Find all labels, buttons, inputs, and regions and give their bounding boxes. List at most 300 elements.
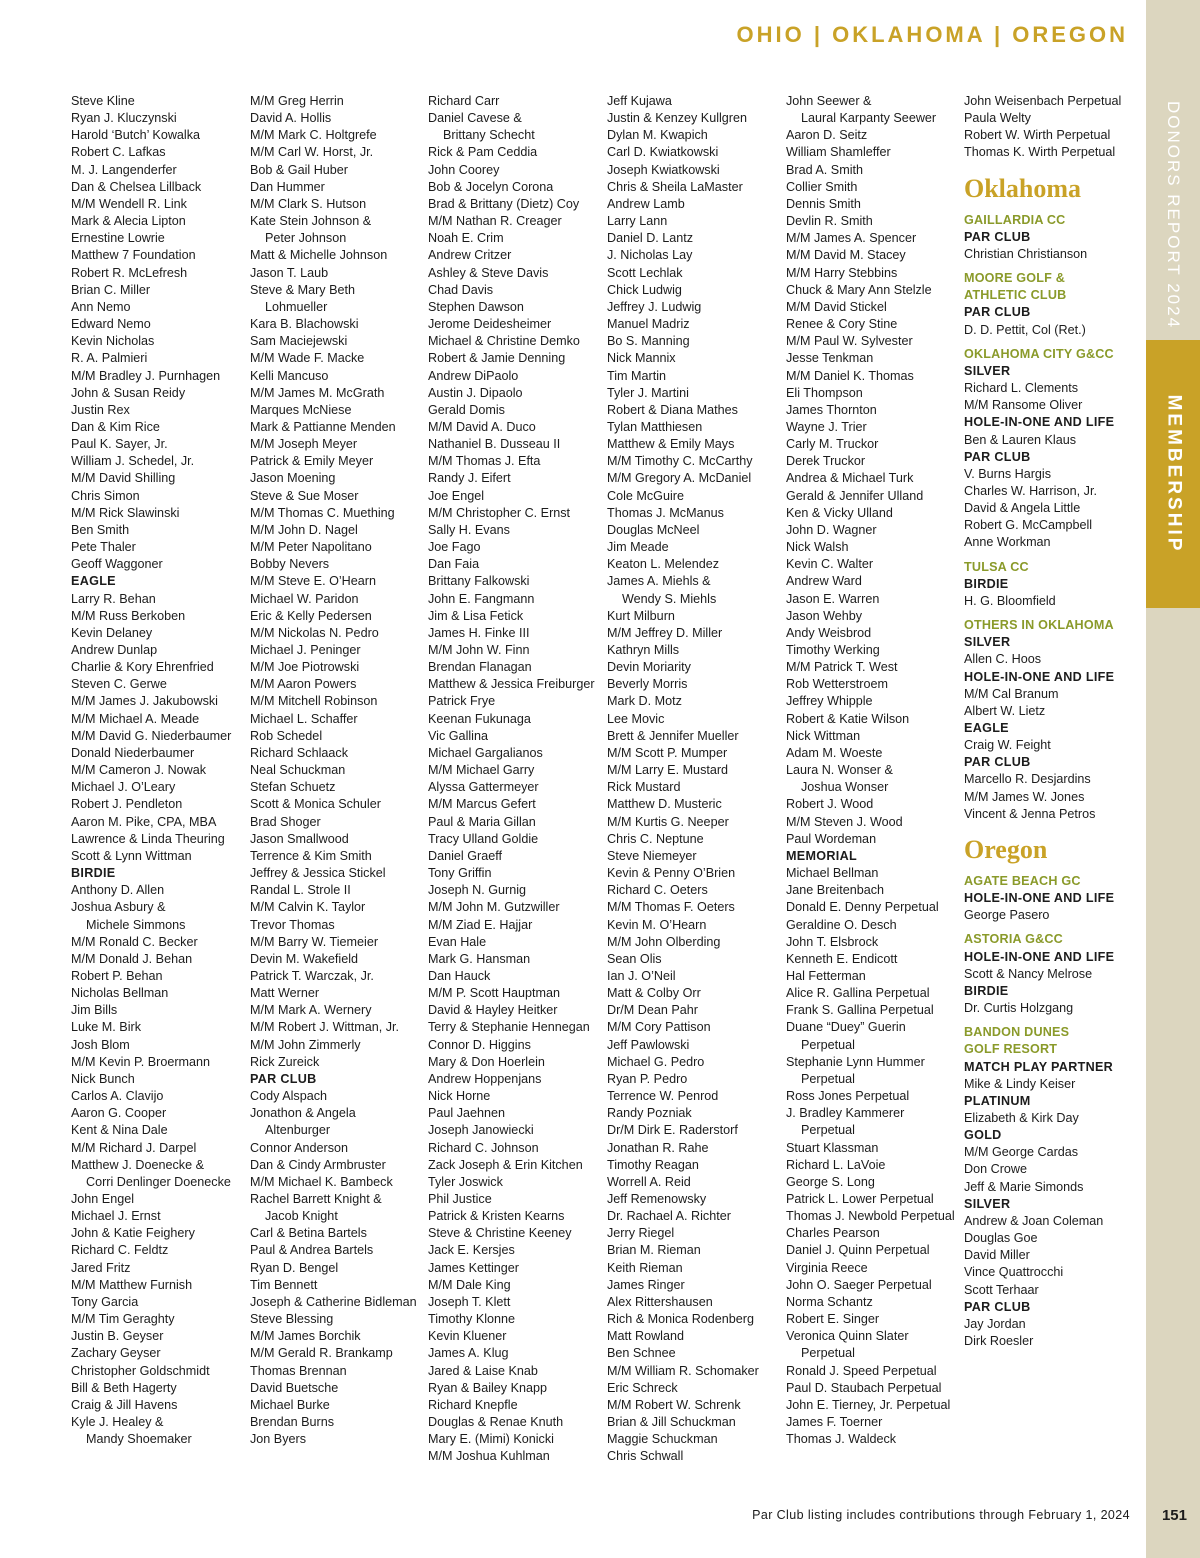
donor-name: Dan Faia	[428, 557, 480, 572]
donor-name: Carly M. Truckor	[786, 437, 879, 452]
donor-name: Dan Hummer	[250, 179, 325, 194]
donor-name: Michael J. Peninger	[250, 643, 361, 657]
donor-name: Christopher Goldschmidt	[71, 1363, 210, 1378]
donor-name: Michael L. Schaffer	[250, 711, 358, 726]
donor-name: Chris & Sheila LaMaster	[607, 179, 743, 194]
donor-name: Aaron G. Cooper	[71, 1106, 167, 1121]
donor-name: M/M Ransome Oliver	[964, 398, 1083, 413]
donor-name: Larry R. Behan	[71, 591, 156, 606]
donor-name: Carl D. Kwiatkowski	[607, 145, 719, 160]
donor-name: Tracy Ulland Goldie	[428, 831, 539, 846]
donor-name: Charles Pearson	[786, 1226, 880, 1241]
donor-name: M/M Timothy C. McCarthy	[607, 454, 753, 469]
donor-name: Norma Schantz	[786, 1294, 873, 1309]
donor-name: M/M Gregory A. McDaniel	[607, 471, 752, 486]
donor-name: Mark G. Hansman	[428, 951, 531, 966]
donor-name: Ryan J. Kluczynski	[71, 111, 177, 126]
donor-name: David & Angela Little	[964, 501, 1081, 516]
donor-name: Trevor Thomas	[250, 917, 335, 932]
donor-name: Patrick Frye	[428, 694, 496, 709]
donor-name: Ken & Vicky Ulland	[786, 505, 893, 520]
donor-name: John T. Elsbrock	[786, 934, 879, 949]
donor-name: Andrew Dunlap	[71, 643, 158, 657]
donor-name: Kent & Nina Dale	[71, 1123, 168, 1138]
donor-name: Douglas Goe	[964, 1231, 1038, 1246]
donor-name: Worrell A. Reid	[607, 1174, 691, 1189]
donor-name: Charles W. Harrison, Jr.	[964, 483, 1097, 498]
donor-name: Charlie & Kory Ehrenfried	[71, 660, 214, 675]
donor-name: M/M Joseph Meyer	[250, 437, 358, 452]
donor-name-continued: Corri Denlinger Doenecke	[86, 1174, 231, 1189]
donor-name: Jim Bills	[71, 1003, 118, 1018]
donor-name: Patrick & Emily Meyer	[250, 454, 374, 469]
donor-name: M/M Matthew Furnish	[71, 1277, 193, 1292]
donor-name: Andrew Hoppenjans	[428, 1071, 542, 1086]
donor-name: M/M Cory Pattison	[607, 1020, 711, 1035]
donor-name: M/M David G. Niederbaumer	[71, 728, 232, 743]
donor-name: Eric & Kelly Pedersen	[250, 608, 372, 623]
donor-name: Michael J. O’Leary	[71, 780, 176, 795]
donor-name: Donald Niederbaumer	[71, 745, 195, 760]
donor-name: Joseph T. Klett	[428, 1294, 511, 1309]
donor-name: Richard Knepfle	[428, 1397, 518, 1412]
donor-column-3	[428, 93, 603, 1466]
donor-name: Daniel J. Quinn Perpetual	[786, 1243, 930, 1258]
donor-name: Joseph N. Gurnig	[428, 883, 527, 898]
donor-name: Tim Bennett	[250, 1277, 318, 1292]
donor-name: Joseph Kwiatkowski	[607, 162, 720, 177]
donor-name: Keith Rieman	[607, 1260, 683, 1275]
donor-name: Robert & Jamie Denning	[428, 351, 566, 366]
donor-name: Jim Meade	[607, 540, 669, 555]
donor-name: Ben & Lauren Klaus	[964, 432, 1077, 447]
donor-name: Nicholas Bellman	[71, 986, 169, 1001]
donor-name: Nick Horne	[428, 1089, 491, 1104]
donor-name: M/M Michael K. Bambeck	[250, 1174, 393, 1189]
donor-name: M/M Scott P. Mumper	[607, 745, 728, 760]
donor-name-continued: Perpetual	[801, 1123, 855, 1138]
donor-name: Bob & Gail Huber	[250, 162, 349, 177]
donor-name-continued: Brittany Schecht	[443, 128, 535, 143]
donor-name-continued: Michele Simmons	[86, 917, 186, 932]
donor-name: M/M Tim Geraghty	[71, 1312, 175, 1327]
donor-name: M/M Patrick T. West	[786, 660, 898, 675]
giving-level-heading: EAGLE	[964, 721, 1009, 735]
donor-name: Kelli Mancuso	[250, 368, 329, 383]
donor-name: Jason Moening	[250, 471, 336, 486]
donor-name: John Coorey	[428, 162, 500, 177]
donor-name-continued: Laural Karpanty Seewer	[801, 111, 937, 126]
donor-name: R. A. Palmieri	[71, 351, 148, 366]
giving-level-heading: PAR CLUB	[964, 305, 1031, 320]
donor-name: M/M Richard J. Darpel	[71, 1140, 197, 1155]
donor-name-continued: Lohmueller	[265, 299, 328, 314]
donor-name: James Kettinger	[428, 1260, 519, 1275]
donor-name: Richard Carr	[428, 94, 500, 108]
donor-name: M/M James M. McGrath	[250, 385, 385, 400]
club-heading: AGATE BEACH GC	[964, 873, 1081, 888]
donor-name: Mark & Pattianne Menden	[250, 419, 396, 434]
donor-name: Jack E. Kersjes	[428, 1243, 515, 1258]
donor-name: Terry & Stephanie Hennegan	[428, 1020, 590, 1035]
donor-name: Brad A. Smith	[786, 162, 863, 177]
donor-name: Douglas & Renae Knuth	[428, 1415, 564, 1430]
donor-name: M/M P. Scott Hauptman	[428, 986, 561, 1001]
donor-name: Craig W. Feight	[964, 738, 1051, 753]
donor-name: John Weisenbach Perpetual	[964, 94, 1122, 108]
donor-name: Michael Gargalianos	[428, 745, 543, 760]
giving-level-heading: BIRDIE	[71, 866, 116, 881]
giving-level-heading: GOLD	[964, 1128, 1002, 1143]
donor-name: Timothy Werking	[786, 643, 880, 657]
giving-level-heading: SILVER	[964, 363, 1011, 378]
donor-name: M/M Calvin K. Taylor	[250, 900, 366, 915]
donor-name: John Seewer &	[786, 94, 872, 108]
donor-name: Andrea & Michael Turk	[786, 471, 914, 486]
donor-name: Edward Nemo	[71, 317, 151, 332]
donor-name: Jeffrey Whipple	[786, 694, 873, 709]
donor-name: Marcello R. Desjardins	[964, 772, 1091, 787]
donor-name: Ryan D. Bengel	[250, 1260, 339, 1275]
donor-name: Kate Stein Johnson &	[250, 214, 372, 229]
donor-name: Kevin M. O’Hearn	[607, 917, 707, 932]
donor-name: Andrew DiPaolo	[428, 368, 519, 383]
donor-name: Richard L. Clements	[964, 381, 1079, 396]
donor-name: Douglas McNeel	[607, 522, 700, 537]
donor-name: Dr. Rachael A. Richter	[607, 1209, 731, 1224]
donor-name: Connor D. Higgins	[428, 1037, 531, 1052]
donor-name: Paul K. Sayer, Jr.	[71, 437, 168, 452]
donor-name: Steven C. Gerwe	[71, 677, 167, 692]
donor-name: Kathryn Mills	[607, 643, 680, 657]
donor-name: Jason E. Warren	[786, 591, 880, 606]
donor-name: John D. Wagner	[786, 522, 877, 537]
donor-name: Josh Blom	[71, 1037, 130, 1052]
donor-name: Randy Pozniak	[607, 1106, 692, 1121]
donor-name: M/M Kevin P. Broermann	[71, 1054, 211, 1069]
donor-name: M/M Mitchell Robinson	[250, 694, 378, 709]
donor-name: Jane Breitenbach	[786, 883, 885, 898]
donor-name: Eric Schreck	[607, 1380, 678, 1395]
donor-name: Randy J. Eifert	[428, 471, 511, 486]
donor-name: M/M Nickolas N. Pedro	[250, 625, 379, 640]
donor-name: Dirk Roesler	[964, 1334, 1034, 1348]
donor-name: Brad Shoger	[250, 814, 321, 829]
donor-name: Steve Blessing	[250, 1312, 334, 1327]
donor-name: Justin Rex	[71, 402, 130, 417]
donor-name: Steve & Mary Beth	[250, 282, 355, 297]
donor-name: V. Burns Hargis	[964, 466, 1052, 481]
donor-name: Wayne J. Trier	[786, 419, 867, 434]
donor-name: Robert & Diana Mathes	[607, 402, 738, 417]
donor-name: M/M Donald J. Behan	[71, 951, 193, 966]
donor-name: Brad & Brittany (Dietz) Coy	[428, 196, 580, 211]
donor-name: James H. Finke III	[428, 625, 530, 640]
donor-name: David Buetsche	[250, 1380, 339, 1395]
donor-name: Donald E. Denny Perpetual	[786, 900, 939, 915]
donor-name: Matt & Colby Orr	[607, 986, 701, 1001]
page-header-title: OHIO | OKLAHOMA | OREGON	[736, 22, 1128, 47]
donor-name: William Shamleffer	[786, 145, 891, 160]
giving-level-heading: HOLE-IN-ONE AND LIFE	[964, 415, 1115, 430]
donors-report-label: DONORS REPORT 2024	[1164, 100, 1184, 329]
donor-name: Austin J. Dipaolo	[428, 385, 523, 400]
donor-name: M/M Christopher C. Ernst	[428, 505, 571, 520]
donor-name: Carl & Betina Bartels	[250, 1226, 367, 1241]
donor-name: Rob Wetterstroem	[786, 677, 888, 692]
donor-name: Mark D. Motz	[607, 694, 682, 709]
donor-name: M/M Russ Berkoben	[71, 608, 186, 623]
donor-name: Geoff Waggoner	[71, 557, 163, 572]
donor-name: Bo S. Manning	[607, 334, 690, 349]
donor-name: Richard L. LaVoie	[786, 1157, 886, 1172]
donor-name: Jeff Kujawa	[607, 94, 672, 108]
donor-name: Alex Rittershausen	[607, 1294, 713, 1309]
donor-name: M/M Greg Herrin	[250, 94, 344, 108]
donor-name: Andrew & Joan Coleman	[964, 1213, 1104, 1228]
donor-name: M/M John D. Nagel	[250, 522, 358, 537]
donor-name: Rich & Monica Rodenberg	[607, 1312, 755, 1327]
donor-name: Andrew Lamb	[607, 196, 685, 211]
donor-name: George Pasero	[964, 908, 1050, 923]
donor-name: Patrick L. Lower Perpetual	[786, 1192, 934, 1206]
donor-name: M/M Kurtis G. Neeper	[607, 814, 729, 829]
donor-name: William J. Schedel, Jr.	[71, 454, 195, 469]
donor-name: Matthew J. Doenecke &	[71, 1157, 204, 1172]
donor-name: Albert W. Lietz	[964, 703, 1046, 718]
donor-name: Scott & Nancy Melrose	[964, 966, 1093, 981]
donor-name: Cody Alspach	[250, 1089, 328, 1104]
donor-name: Brian & Jill Schuckman	[607, 1415, 736, 1430]
giving-level-heading: PAR CLUB	[964, 229, 1031, 244]
donor-name: M/M Barry W. Tiemeier	[250, 934, 379, 949]
donor-name: Anthony D. Allen	[71, 883, 165, 898]
donor-name: Michael Burke	[250, 1397, 330, 1412]
donor-name: Scott Lechlak	[607, 265, 683, 280]
donor-name: M/M Ronald C. Becker	[71, 934, 198, 949]
donor-name: M/M James Borchik	[250, 1329, 361, 1344]
donor-name: Kevin & Penny O’Brien	[607, 866, 736, 881]
donor-name: M/M John W. Finn	[428, 643, 530, 657]
donor-name: Connor Anderson	[250, 1140, 349, 1155]
giving-level-heading: PAR CLUB	[250, 1071, 317, 1086]
donor-name: Harold ‘Butch’ Kowalka	[71, 128, 201, 143]
donor-name: Robert P. Behan	[71, 968, 163, 983]
donor-name: Kevin C. Walter	[786, 557, 874, 572]
club-heading: OKLAHOMA CITY G&CC	[964, 346, 1114, 361]
donor-name: Collier Smith	[786, 179, 858, 194]
donor-name: Chris Schwall	[607, 1449, 684, 1464]
donor-name: Stephanie Lynn Hummer	[786, 1054, 925, 1069]
donor-name: Chris C. Neptune	[607, 831, 704, 846]
donor-name: Lawrence & Linda Theuring	[71, 831, 225, 846]
donor-column-2	[250, 93, 425, 1448]
donor-name: Scott & Monica Schuler	[250, 797, 381, 812]
donor-name-continued: Perpetual	[801, 1071, 855, 1086]
donor-name: M/M Paul W. Sylvester	[786, 334, 913, 349]
donor-name: Aaron M. Pike, CPA, MBA	[71, 814, 217, 829]
donor-name: Ben Schnee	[607, 1346, 676, 1361]
donor-name: Dan & Chelsea Lillback	[71, 179, 202, 194]
donor-name: John & Susan Reidy	[71, 385, 186, 400]
donor-name: Bob & Jocelyn Corona	[428, 179, 554, 194]
donor-name: Dan & Cindy Armbruster	[250, 1157, 386, 1172]
donor-name: Larry Lann	[607, 214, 668, 229]
donor-name: Matthew D. Musteric	[607, 797, 722, 812]
donor-name: Robert W. Wirth Perpetual	[964, 128, 1111, 143]
donor-name: Rick Zureick	[250, 1054, 320, 1069]
donor-name: Joshua Asbury &	[71, 900, 166, 915]
donor-name: Tony Garcia	[71, 1294, 139, 1309]
donor-name: M/M Marcus Gefert	[428, 797, 536, 812]
donor-name: Elizabeth & Kirk Day	[964, 1110, 1079, 1125]
giving-level-heading: BIRDIE	[964, 983, 1009, 998]
donor-name: M/M Wendell R. Link	[71, 196, 187, 211]
donor-name: Beverly Morris	[607, 677, 688, 692]
donor-name: Jerome Deidesheimer	[428, 317, 552, 332]
donor-name: George S. Long	[786, 1174, 875, 1189]
donor-name: Michael & Christine Demko	[428, 334, 580, 349]
donor-name: Brian C. Miller	[71, 282, 151, 297]
donor-name: Brendan Flanagan	[428, 660, 532, 675]
donor-name-continued: Altenburger	[265, 1123, 331, 1138]
donor-name: Joseph & Catherine Bidleman	[250, 1294, 417, 1309]
donor-name: Ryan & Bailey Knapp	[428, 1380, 548, 1395]
donor-name: Hal Fetterman	[786, 968, 866, 983]
donor-name: Chad Davis	[428, 282, 494, 297]
donor-name: M/M Cal Branum	[964, 686, 1059, 701]
giving-level-heading: MEMORIAL	[786, 848, 857, 863]
donor-name: James F. Toerner	[786, 1415, 883, 1430]
donor-name: Rick & Pam Ceddia	[428, 145, 538, 160]
donor-name: Aaron D. Seitz	[786, 128, 868, 143]
club-heading: ATHLETIC CLUB	[964, 288, 1067, 303]
donor-name: Steve Niemeyer	[607, 848, 697, 863]
donor-name: Robert G. McCampbell	[964, 518, 1093, 533]
donor-name: Jeffrey J. Ludwig	[607, 299, 702, 314]
donor-name: Thomas J. Newbold Perpetual	[786, 1209, 955, 1224]
donor-name: M/M Wade F. Macke	[250, 351, 365, 366]
giving-level-heading: SILVER	[964, 1196, 1011, 1211]
donor-name: H. G. Bloomfield	[964, 593, 1056, 608]
donor-name: Alyssa Gattermeyer	[428, 780, 539, 795]
donor-name: David & Hayley Heitker	[428, 1003, 558, 1018]
donor-name: Ian J. O’Neil	[607, 968, 676, 983]
donor-name: Ross Jones Perpetual	[786, 1089, 910, 1104]
donor-name: Devin Moriarity	[607, 660, 691, 675]
donor-name: M/M Thomas C. Muething	[250, 505, 395, 520]
donor-name: Jared Fritz	[71, 1260, 131, 1275]
donor-name: Sally H. Evans	[428, 522, 510, 537]
donor-name: Dylan M. Kwapich	[607, 128, 708, 143]
donor-name: John Engel	[71, 1192, 135, 1206]
donor-name: James Ringer	[607, 1277, 685, 1292]
donor-name: M/M Mark C. Holtgrefe	[250, 128, 377, 143]
donor-name: Matthew 7 Foundation	[71, 248, 196, 263]
donor-name: Scott & Lynn Wittman	[71, 848, 192, 863]
giving-level-heading: HOLE-IN-ONE AND LIFE	[964, 949, 1115, 964]
donor-name: James Thornton	[786, 402, 877, 417]
donor-name: M/M Aaron Powers	[250, 677, 357, 692]
donor-name: Andy Weisbrod	[786, 625, 872, 640]
donor-name: Robert J. Pendleton	[71, 797, 183, 812]
donor-name: Daniel Cavese &	[428, 111, 522, 126]
donor-name-continued: Jacob Knight	[265, 1209, 338, 1224]
giving-level-heading: BIRDIE	[964, 576, 1009, 591]
donor-name: M/M Ziad E. Hajjar	[428, 917, 533, 932]
donor-name: James A. Miehls &	[607, 574, 711, 589]
donor-name: Ronald J. Speed Perpetual	[786, 1363, 937, 1378]
donor-name: M/M John Zimmerly	[250, 1037, 361, 1052]
donor-name: Kevin Delaney	[71, 625, 153, 640]
donor-name: Stuart Klassman	[786, 1140, 879, 1155]
donor-name: M/M James W. Jones	[964, 789, 1085, 804]
donor-name: Tylan Matthiesen	[607, 419, 703, 434]
donor-name: Jon Byers	[250, 1432, 306, 1447]
donor-name: M/M David Shilling	[71, 471, 176, 486]
donor-name: Brendan Burns	[250, 1415, 335, 1430]
club-heading: TULSA CC	[964, 559, 1029, 574]
donor-name: Chris Simon	[71, 488, 140, 503]
donor-name: Jay Jordan	[964, 1316, 1026, 1331]
giving-level-heading: HOLE-IN-ONE AND LIFE	[964, 669, 1115, 684]
donor-name-continued: Mandy Shoemaker	[86, 1432, 192, 1447]
donor-name: Robert E. Singer	[786, 1312, 880, 1327]
donor-name: Brittany Falkowski	[428, 574, 530, 589]
donor-name: Sam Maciejewski	[250, 334, 348, 349]
donor-name: Terrence W. Penrod	[607, 1089, 719, 1104]
donor-name: Robert C. Lafkas	[71, 145, 166, 160]
donor-name: Stephen Dawson	[428, 299, 524, 314]
donor-name: Geraldine O. Desch	[786, 917, 897, 932]
donor-name: Steve Kline	[71, 94, 135, 108]
donor-name: Ashley & Steve Davis	[428, 265, 549, 280]
donor-name: Thomas Brennan	[250, 1363, 347, 1378]
donor-name: Nick Wittman	[786, 728, 861, 743]
donor-name: Jason Smallwood	[250, 831, 349, 846]
donor-name: M/M David Stickel	[786, 299, 887, 314]
donor-name: Kurt Milburn	[607, 608, 675, 623]
donor-name: Steve & Christine Keeney	[428, 1226, 572, 1241]
donor-name: Nick Bunch	[71, 1071, 135, 1086]
donor-name: Michael J. Ernst	[71, 1209, 161, 1224]
donor-name: M/M Cameron J. Nowak	[71, 763, 207, 778]
donor-name: Zack Joseph & Erin Kitchen	[428, 1157, 583, 1172]
donor-name: Jesse Tenkman	[786, 351, 874, 366]
footer-note: Par Club listing includes contributions through February 1, 2024	[752, 1508, 1130, 1522]
donor-name: Patrick & Kristen Kearns	[428, 1209, 565, 1224]
donor-name: Terrence & Kim Smith	[250, 848, 372, 863]
donor-name: Paul & Andrea Bartels	[250, 1243, 374, 1258]
donor-name: Brett & Jennifer Mueller	[607, 728, 739, 743]
donor-name: Andrew Critzer	[428, 248, 512, 263]
donor-name: Daniel Graeff	[428, 848, 502, 863]
donor-name: M/M James A. Spencer	[786, 231, 917, 246]
donor-name: Dan Hauck	[428, 968, 491, 983]
donor-name: M/M Clark S. Hutson	[250, 196, 367, 211]
donor-name: Dr/M Dirk E. Raderstorf	[607, 1123, 738, 1138]
donor-name: M/M Nathan R. Creager	[428, 214, 562, 229]
donor-name: Kara B. Blachowski	[250, 317, 359, 332]
donor-name: David Miller	[964, 1248, 1030, 1263]
donor-name: Rick Mustard	[607, 780, 681, 795]
giving-level-heading: EAGLE	[71, 574, 116, 589]
donor-name: Tyler J. Martini	[607, 385, 689, 400]
donor-name: Mark & Alecia Lipton	[71, 214, 186, 229]
donor-name: Patrick T. Warczak, Jr.	[250, 968, 374, 983]
donor-name: Jeff & Marie Simonds	[964, 1179, 1084, 1194]
donor-name: Lee Movic	[607, 711, 665, 726]
